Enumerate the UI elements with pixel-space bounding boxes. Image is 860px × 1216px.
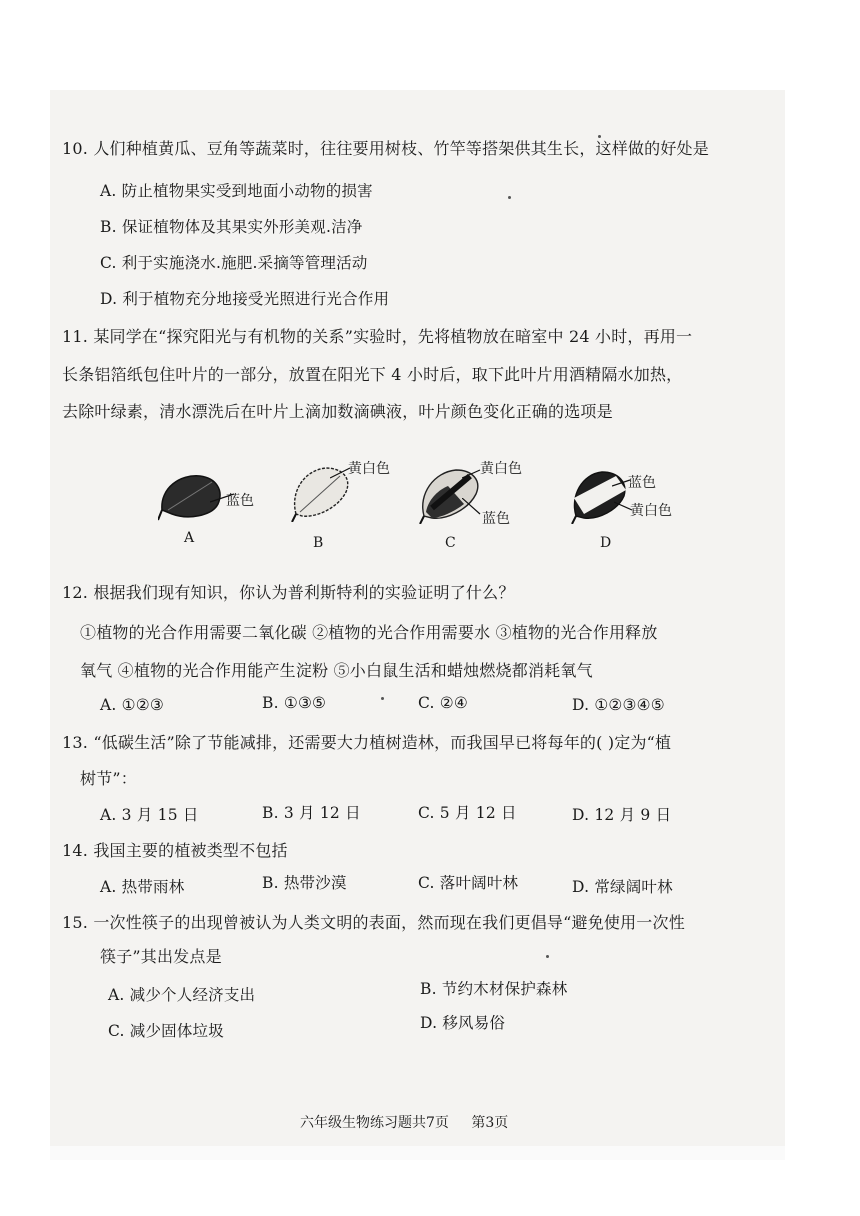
leaf-c-label-2: 蓝色 [482, 511, 510, 527]
q14-option-a: A. 热带雨林 [100, 878, 185, 896]
footer-title: 六年级生物练习题共7页 [300, 1115, 449, 1131]
q12-statement-line-2: 氧气 ④植物的光合作用能产生淀粉 ⑤小白鼠生活和蜡烛燃烧都消耗氧气 [80, 661, 593, 680]
q13-option-b: B. 3 月 12 日 [262, 804, 361, 822]
leaf-a-letter: A [184, 530, 195, 546]
scan-speck [546, 955, 549, 958]
q12-stem: 12. 根据我们现有知识，你认为普利斯特利的实验证明了什么？ [62, 583, 515, 602]
q12-option-a: A. ①②③ [100, 696, 164, 714]
q13-option-d: D. 12 月 9 日 [572, 806, 672, 824]
scan-speck [598, 135, 601, 138]
q10-option-c: C. 利于实施浇水.施肥.采摘等管理活动 [100, 254, 368, 272]
leaf-b-label-1: 黄白色 [348, 461, 390, 477]
q12-option-d: D. ①②③④⑤ [572, 696, 665, 714]
scan-speck [381, 697, 384, 700]
scan-speck [508, 196, 511, 199]
q14-stem: 14. 我国主要的植被类型不包括 [62, 841, 288, 860]
q10-option-a: A. 防止植物果实受到地面小动物的损害 [100, 182, 373, 200]
footer-page-number: 第3页 [471, 1115, 509, 1131]
leaf-c-label-1: 黄白色 [480, 461, 522, 477]
leaf-c-letter: C [445, 535, 456, 551]
q14-option-b: B. 热带沙漠 [262, 874, 347, 892]
leaf-a-label-1: 蓝色 [226, 493, 254, 509]
q13-line-2: 树节”： [80, 769, 137, 788]
q15-line-2: 筷子”其出发点是 [100, 947, 222, 966]
leaf-d-figure [570, 468, 630, 524]
q13-line-1: 13. “低碳生活”除了节能减排，还需要大力植树造林，而我国早已将每年的( )定为“植 [62, 733, 672, 752]
q12-option-c: C. ②④ [418, 694, 468, 712]
leaf-d-label-1: 蓝色 [628, 475, 656, 491]
q12-option-b: B. ①③⑤ [262, 694, 327, 712]
leaf-d-letter: D [600, 535, 612, 551]
q15-option-a: A. 减少个人经济支出 [108, 986, 256, 1004]
q14-option-c: C. 落叶阔叶林 [418, 874, 519, 892]
q15-option-c: C. 减少固体垃圾 [108, 1022, 224, 1040]
q10-option-d: D. 利于植物充分地接受光照进行光合作用 [100, 290, 390, 308]
q14-option-d: D. 常绿阔叶林 [572, 878, 673, 896]
page-footer [300, 1112, 526, 1132]
q11-line-1: 11. 某同学在“探究阳光与有机物的关系”实验时，先将植物放在暗室中 24 小时，再用一 [62, 327, 693, 346]
q15-line-1: 15. 一次性筷子的出现曾被认为人类文明的表面，然而现在我们更倡导“避免使用一次性 [62, 913, 685, 932]
leaf-b-letter: B [313, 535, 324, 551]
q12-statement-line-1: ①植物的光合作用需要二氧化碳 ②植物的光合作用需要水 ③植物的光合作用释放 [80, 623, 658, 642]
leaf-d-label-2: 黄白色 [630, 503, 672, 519]
q10-option-b: B. 保证植物体及其果实外形美观.洁净 [100, 218, 363, 236]
q11-line-2: 长条铝箔纸包住叶片的一部分，放置在阳光下 4 小时后，取下此叶片用酒精隔水加热， [62, 365, 683, 384]
leaf-c-pointer-1 [462, 468, 482, 480]
leaf-c-pointer-2 [462, 498, 482, 516]
q13-option-c: C. 5 月 12 日 [418, 804, 517, 822]
q11-line-3: 去除叶绿素，清水漂洗后在叶片上滴加数滴碘液，叶片颜色变化正确的选项是 [62, 402, 613, 421]
q15-option-d: D. 移风易俗 [420, 1014, 506, 1032]
q15-option-b: B. 节约木材保护森林 [420, 980, 568, 998]
q10-stem: 10. 人们种植黄瓜、豆角等蔬菜时，往往要用树枝、竹竿等搭架供其生长，这样做的好处是 [62, 139, 709, 158]
q13-option-a: A. 3 月 15 日 [100, 806, 199, 824]
